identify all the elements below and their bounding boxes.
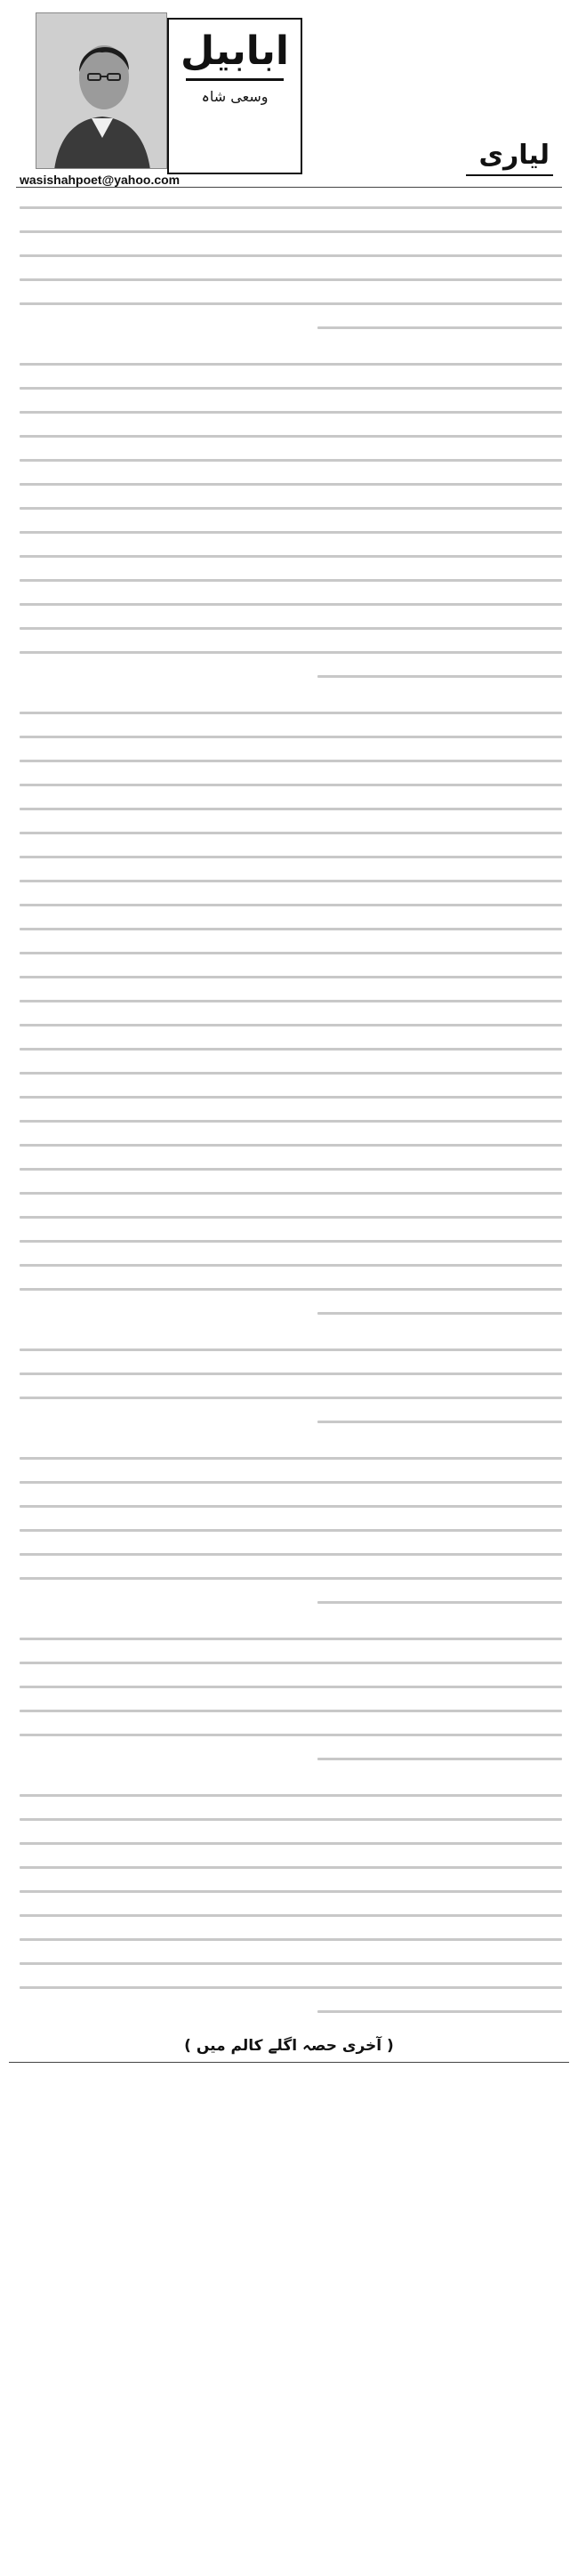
text-line-placeholder [16,1590,562,1614]
text-line-placeholder [16,1928,562,1952]
text-line-ink [20,579,562,582]
text-line-ink [20,1168,562,1171]
header-divider [16,187,562,188]
text-line-placeholder [16,1675,562,1699]
text-line-ink [20,712,562,714]
text-line-ink [20,904,562,906]
brand-name: ابابیل [181,28,289,74]
text-line-placeholder [16,1181,562,1205]
text-line-placeholder [16,917,562,941]
text-line-ink [20,1457,562,1460]
text-line-placeholder [16,821,562,845]
text-line-placeholder [16,544,562,568]
text-line-ink [20,507,562,510]
text-line-ink [20,1686,562,1688]
text-line-placeholder [16,1338,562,1362]
text-line-ink [20,1288,562,1291]
text-line-placeholder [16,1470,562,1494]
text-line-ink [20,952,562,954]
text-line-ink [20,1505,562,1508]
text-line-placeholder [16,2000,562,2024]
text-line-ink [20,1638,562,1640]
text-line-ink [20,1938,562,1941]
text-line-placeholder [16,352,562,376]
article-paragraph [16,196,562,340]
text-line-ink [20,1120,562,1123]
article-paragraph [16,701,562,1325]
text-line-ink [20,254,562,257]
text-line-ink [20,1240,562,1243]
column-header [9,12,569,190]
text-line-placeholder [16,1446,562,1470]
author-portrait-icon [36,13,167,169]
end-divider [9,2062,569,2063]
text-line-ink [20,1914,562,1917]
text-line-placeholder [16,1253,562,1277]
text-line-ink [20,603,562,606]
article-paragraph [16,1446,562,1614]
text-line-placeholder [16,316,562,340]
text-line-placeholder [16,1747,562,1771]
article-body [9,190,569,2024]
text-line-ink [20,1481,562,1484]
text-line-ink [20,302,562,305]
text-line-ink [317,326,562,329]
article-paragraph [16,1338,562,1434]
text-line-placeholder [16,989,562,1013]
text-line-ink [20,1890,562,1893]
text-line-placeholder [16,1952,562,1976]
text-line-ink [20,1348,562,1351]
author-photo [36,12,167,169]
text-line-ink [20,1072,562,1075]
article-paragraph [16,352,562,688]
text-line-placeholder [16,1904,562,1928]
text-line-placeholder [16,869,562,893]
text-line-ink [20,784,562,786]
text-line-ink [317,1601,562,1604]
text-line-ink [20,976,562,978]
text-line-ink [20,1192,562,1195]
text-line-ink [20,278,562,281]
text-line-placeholder [16,1699,562,1723]
text-line-placeholder [16,965,562,989]
text-line-ink [20,531,562,534]
text-line-placeholder [16,1566,562,1590]
article-paragraph [16,1783,562,2024]
text-line-ink [20,808,562,810]
text-line-placeholder [16,424,562,448]
text-line-placeholder [16,616,562,640]
text-line-placeholder [16,472,562,496]
text-line-placeholder [16,268,562,292]
text-line-placeholder [16,1518,562,1542]
text-line-ink [20,736,562,738]
text-line-placeholder [16,1542,562,1566]
text-line-ink [20,1577,562,1580]
text-line-ink [20,387,562,390]
text-line-ink [20,651,562,654]
text-line-ink [20,1662,562,1664]
text-line-ink [317,1758,562,1760]
text-line-ink [317,1421,562,1423]
text-line-placeholder [16,1723,562,1747]
text-line-placeholder [16,1362,562,1386]
author-name: وسعی شاہ [201,88,269,105]
text-line-placeholder [16,1651,562,1675]
text-line-ink [20,1962,562,1965]
text-line-ink [20,1986,562,1989]
text-line-ink [20,1529,562,1532]
text-line-placeholder [16,1157,562,1181]
text-line-placeholder [16,845,562,869]
text-line-ink [20,1397,562,1399]
text-line-ink [20,1842,562,1845]
text-line-ink [20,1734,562,1736]
text-line-placeholder [16,749,562,773]
column-title: لیاری [478,140,550,171]
text-line-ink [20,1096,562,1099]
text-line-ink [20,1794,562,1797]
text-line-ink [20,928,562,930]
text-line-placeholder [16,196,562,220]
text-line-placeholder [16,893,562,917]
text-line-ink [317,2010,562,2013]
text-line-placeholder [16,292,562,316]
text-line-ink [20,1264,562,1267]
text-line-placeholder [16,1229,562,1253]
text-line-placeholder [16,1109,562,1133]
text-line-ink [20,1216,562,1219]
text-line-placeholder [16,1301,562,1325]
text-line-ink [20,1024,562,1026]
text-line-placeholder [16,496,562,520]
text-line-placeholder [16,520,562,544]
text-line-placeholder [16,448,562,472]
text-line-placeholder [16,773,562,797]
text-line-ink [20,459,562,462]
author-email: wasishahpoet@yahoo.com [20,173,181,187]
text-line-ink [20,1866,562,1869]
text-line-ink [20,1818,562,1821]
text-line-placeholder [16,1783,562,1807]
brand-underline [186,78,284,81]
text-line-placeholder [16,1037,562,1061]
text-line-placeholder [16,1831,562,1856]
text-line-placeholder [16,1085,562,1109]
text-line-placeholder [16,1061,562,1085]
text-line-placeholder [16,220,562,244]
text-line-ink [20,1553,562,1556]
text-line-placeholder [16,1494,562,1518]
article-paragraph [16,1627,562,1771]
text-line-placeholder [16,640,562,664]
text-line-placeholder [16,701,562,725]
text-line-ink [20,435,562,438]
text-line-ink [20,627,562,630]
text-line-ink [20,880,562,882]
continued-note: ( آخری حصہ اگلے کالم میں ) [184,2037,394,2055]
text-line-ink [20,363,562,366]
text-line-placeholder [16,400,562,424]
text-line-ink [317,1312,562,1315]
text-line-placeholder [16,1856,562,1880]
text-line-placeholder [16,244,562,268]
text-line-placeholder [16,1013,562,1037]
text-line-ink [20,1048,562,1051]
masthead-box [167,18,302,174]
text-line-ink [20,1144,562,1147]
text-line-ink [317,675,562,678]
text-line-placeholder [16,1386,562,1410]
text-line-placeholder [16,1205,562,1229]
text-line-placeholder [16,1976,562,2000]
column-title-underline [466,174,553,176]
text-line-placeholder [16,376,562,400]
text-line-ink [20,760,562,762]
text-line-ink [20,1710,562,1712]
text-line-ink [20,555,562,558]
text-line-ink [20,230,562,233]
text-line-placeholder [16,1627,562,1651]
text-line-ink [20,856,562,858]
text-line-ink [20,832,562,834]
text-line-placeholder [16,664,562,688]
text-line-ink [20,411,562,414]
text-line-ink [20,483,562,486]
text-line-placeholder [16,1277,562,1301]
text-line-ink [20,1373,562,1375]
text-line-placeholder [16,1410,562,1434]
text-line-placeholder [16,1880,562,1904]
text-line-placeholder [16,1133,562,1157]
text-line-ink [20,206,562,209]
text-line-placeholder [16,797,562,821]
text-line-placeholder [16,592,562,616]
text-line-placeholder [16,1807,562,1831]
text-line-placeholder [16,941,562,965]
text-line-placeholder [16,725,562,749]
text-line-placeholder [16,568,562,592]
text-line-ink [20,1000,562,1002]
